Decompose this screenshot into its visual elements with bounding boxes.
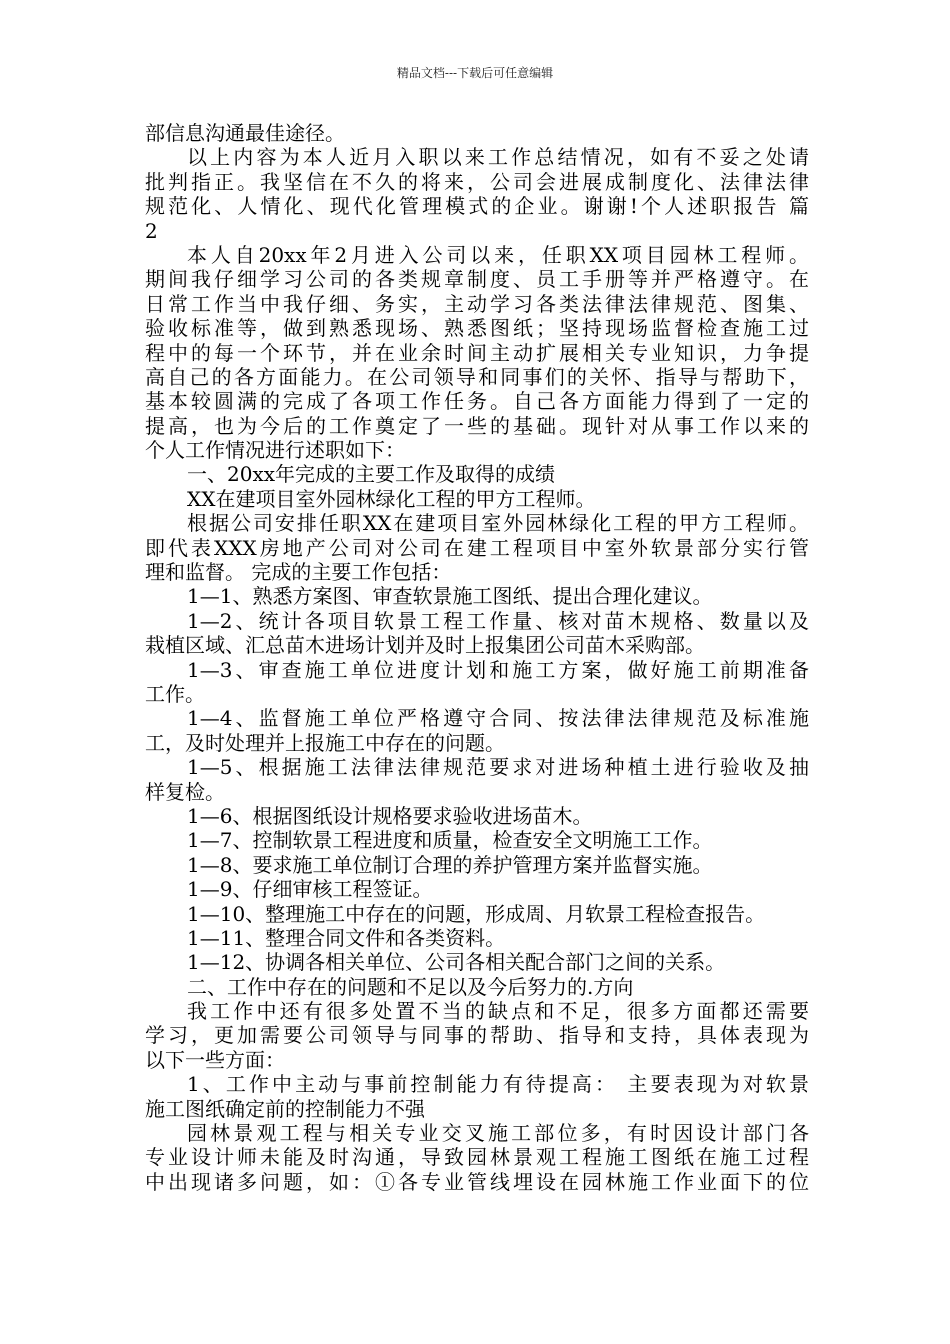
text-line: 日常工作当中我仔细、务实，主动学习各类法律法律规范、图集、: [145, 291, 809, 316]
text-line: 批判指正。我坚信在不久的将来，公司会进展成制度化、法律法律: [145, 169, 809, 194]
text-line: 提高，也为今后的工作奠定了一些的基础。现针对从事工作以来的: [145, 413, 809, 438]
text-line: 样复检。: [145, 779, 225, 804]
text-line: 验收标准等，做到熟悉现场、熟悉图纸；坚持现场监督检查施工过: [145, 316, 809, 341]
text-line: 工，及时处理并上报施工中存在的问题。: [145, 730, 505, 755]
text-line: 1—6、根据图纸设计规格要求验收进场苗木。: [187, 803, 593, 828]
text-line: 1—3、审查施工单位进度计划和施工方案，做好施工前期准备: [187, 657, 809, 682]
text-line: 一、20xx年完成的主要工作及取得的成绩: [187, 462, 556, 487]
document-body: [145, 121, 809, 1194]
text-line: 期间我仔细学习公司的各类规章制度、员工手册等并严格遵守。在: [145, 267, 809, 292]
text-line: 二、工作中存在的问题和不足以及今后努力的.方向: [187, 974, 634, 999]
text-line: 1—5、根据施工法律法律规范要求对进场种植土进行验收及抽: [187, 755, 809, 780]
text-line: 1—8、要求施工单位制订合理的养护管理方案并监督实施。: [187, 852, 713, 877]
text-line: 理和监督。 完成的主要工作包括：: [145, 560, 452, 585]
text-line: 专业设计师未能及时沟通，导致园林景观工程施工图纸在施工过程: [145, 1145, 809, 1170]
text-line: 1—7、控制软景工程进度和质量，检查安全文明施工工作。: [187, 828, 713, 853]
text-line: 施工图纸确定前的控制能力不强: [145, 1096, 425, 1121]
text-line: 中出现诸多问题，如：①各专业管线埋设在园林施工作业面下的位: [145, 1169, 809, 1194]
text-line: 1—9、仔细审核工程签证。: [187, 877, 433, 902]
text-line: 工作。: [145, 681, 205, 706]
text-line: 部信息沟通最佳途径。: [145, 121, 345, 145]
text-line: 个人工作情况进行述职如下：: [145, 438, 405, 463]
text-line: 以上内容为本人近月入职以来工作总结情况，如有不妥之处请: [187, 145, 809, 170]
text-line: 学习，更加需要公司领导与同事的帮助、指导和支持，具体表现为: [145, 1023, 809, 1048]
text-line: 我工作中还有很多处置不当的缺点和不足，很多方面都还需要: [187, 999, 809, 1024]
text-line: 高自己的各方面能力。在公司领导和同事们的关怀、指导与帮助下，: [145, 364, 809, 389]
text-line: 1、工作中主动与事前控制能力有待提高： 主要表现为对软景: [187, 1072, 809, 1097]
text-line: 1—1、熟悉方案图、审查软景施工图纸、提出合理化建议。: [187, 584, 713, 609]
page-header: 精品文档---下载后可任意编辑: [396, 66, 554, 80]
text-line: 程中的每一个环节，并在业余时间主动扩展相关专业知识，力争提: [145, 340, 809, 365]
text-line: 1—12、协调各相关单位、公司各相关配合部门之间的关系。: [187, 950, 726, 975]
text-line: 即代表XXX房地产公司对公司在建工程项目中室外软景部分实行管: [145, 535, 809, 560]
text-line: 1—10、整理施工中存在的问题，形成周、月软景工程检查报告。: [187, 901, 766, 926]
text-line: 2: [145, 218, 158, 243]
text-line: 基本较圆满的完成了各项工作任务。自己各方面能力得到了一定的: [145, 389, 809, 414]
text-line: 1—2、统计各项目软景工程工作量、核对苗木规格、数量以及: [187, 608, 809, 633]
text-line: 1—4、监督施工单位严格遵守合同、按法律法律规范及标准施: [187, 706, 809, 731]
text-line: 本人自20xx年2月进入公司以来，任职XX项目园林工程师。: [187, 242, 809, 267]
text-line: 根据公司安排任职XX在建项目室外园林绿化工程的甲方工程师。: [187, 511, 809, 536]
text-line: 栽植区域、汇总苗木进场计划并及时上报集团公司苗木采购部。: [145, 633, 705, 658]
text-line: 以下一些方面：: [145, 1047, 285, 1072]
text-line: 规范化、人情化、现代化管理模式的企业。谢谢!个人述职报告 篇: [145, 194, 809, 219]
text-line: XX在建项目室外园林绿化工程的甲方工程师。: [187, 486, 596, 511]
text-line: 园林景观工程与相关专业交叉施工部位多，有时因设计部门各: [187, 1121, 809, 1146]
text-line: 1—11、整理合同文件和各类资料。: [187, 925, 506, 950]
